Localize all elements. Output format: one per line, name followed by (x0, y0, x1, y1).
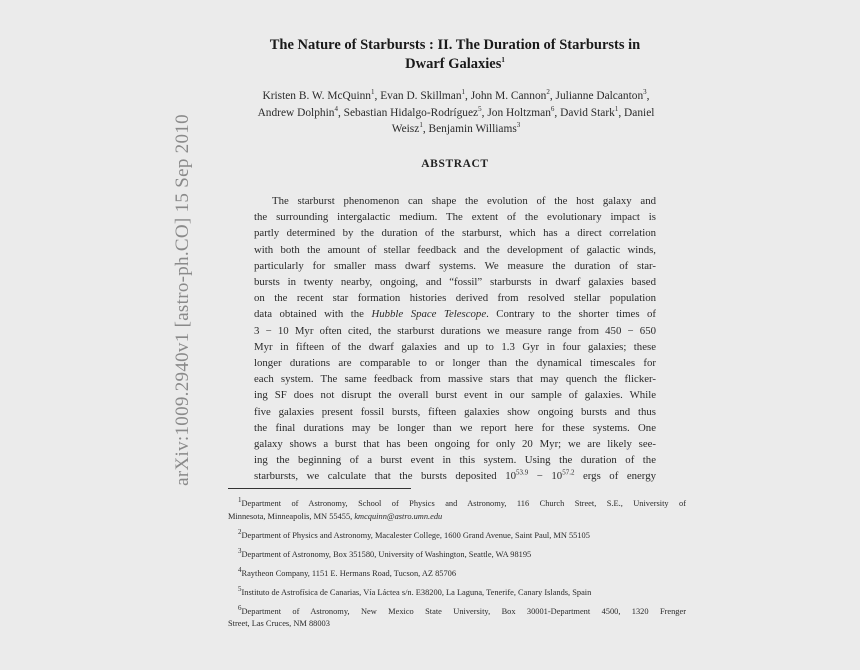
abstract-line: Myr in fifteen of the dwarf galaxies and up to 1.3 Gyr in four galaxies; these (254, 340, 656, 353)
footnote-line: $^5$Instituto de Astrofísica de Canarias, Vía Láctea s/n. E38200, La Laguna, Tenerife, Canary Islands, Spain (238, 584, 592, 597)
author-name: Sebastian Hidalgo-Rodríguez (343, 106, 479, 119)
footnote-line: $^1$Department of Astronomy, School of Physics and Astronomy, 116 Church Street, S.E., University of (238, 496, 686, 508)
affiliation-mark: 5 (478, 104, 482, 113)
author-name: David Stark (560, 106, 615, 119)
abstract-line: each system. The same feedback from massive stars that may quench the flicker- (254, 373, 656, 386)
author-name: Jon Holtzman (487, 106, 551, 119)
footnote-line: $^3$Department of Astronomy, Box 351580, University of Washington, Seattle, WA 98195 (238, 546, 532, 559)
exponent: 57.2 (562, 468, 575, 477)
footnote-number: 6 (238, 603, 242, 612)
footnote (228, 584, 686, 600)
footnote-line: $^6$Department of Astronomy, New Mexico State University, Box 30001-Department 4500, 1320 Frenger (238, 603, 686, 616)
affiliation-mark: 1 (614, 104, 619, 113)
arxiv-identifier: arXiv:1009.2940v1 [astro-ph.CO] 15 Sep 2010 (172, 114, 193, 486)
abstract-line: with both the amount of stellar feedback and the development of galactic winds, (254, 243, 656, 256)
footnote-divider (228, 488, 411, 489)
footnote-number: 2 (238, 527, 242, 536)
footnote (228, 603, 686, 631)
abstract-line: five galaxies present fossil bursts, fifteen galaxies show ongoing bursts and thus (254, 405, 656, 418)
author-line: Kristen B. W. McQuinn$^1$, Evan D. Skillman$^1$, John M. Cannon$^2$, Julianne Dalcanton$^3$, (262, 88, 650, 102)
author-line: Andrew Dolphin$^4$, Sebastian Hidalgo-Rodríguez$^5$, Jon Holtzman$^6$, David Stark$^1$, Daniel (257, 104, 655, 119)
footnote-line: $^2$Department of Physics and Astronomy, Macalester College, 1600 Grand Avenue, Saint Paul, MN 55105 (238, 527, 590, 540)
author-line: Weisz$^1$, Benjamin Williams$^3$ (391, 121, 521, 135)
abstract-line: the final durations may be longer than we report here for these systems. One (254, 421, 656, 434)
abstract-line: ing SF does not disrupt the overall burst event in our sample of galaxies. While (254, 389, 656, 402)
author-name: John M. Cannon (470, 90, 547, 102)
author-list (228, 88, 684, 138)
italic-text: kmcquinn@astro.umn.edu (354, 511, 443, 521)
footnote-line: Minnesota, Minneapolis, MN 55455, kmcquinn@astro.umn.edu (228, 511, 443, 521)
affiliation-mark: 3 (516, 121, 521, 130)
abstract-heading: ABSTRACT (421, 158, 489, 170)
footnote-line: $^4$Raytheon Company, 1151 E. Hermans Road, Tucson, AZ 85706 (238, 565, 457, 578)
title-line-1: The Nature of Starbursts : II. The Duration of Starbursts in (269, 37, 641, 53)
exponent: 53.9 (516, 468, 529, 477)
affiliation-mark: 4 (334, 104, 338, 113)
abstract-line: bursts in twenty nearby, ongoing, and “fossil” starbursts in dwarf galaxies based (254, 276, 656, 289)
affiliation-footnotes (228, 498, 686, 637)
abstract-line: 3 − 10 Myr often cited, the starburst durations we measure range from 450 − 650 (254, 324, 656, 337)
author-name: Daniel (624, 106, 655, 119)
title-line-2-text: Dwarf Galaxies (405, 56, 502, 72)
footnote (228, 565, 686, 581)
abstract-line: partly determined by the duration of the starburst, which has a direct correlation (254, 227, 656, 240)
author-name: Weisz (391, 123, 420, 135)
abstract-line: data obtained with the Hubble Space Telescope. Contrary to the shorter times of (254, 308, 656, 321)
title-footnote-mark: 1 (501, 56, 505, 65)
abstract-line: galaxy shows a burst that has been ongoing for only 20 Myr; we are likely see- (254, 438, 656, 451)
abstract-line: the surrounding intergalactic medium. The extent of the evolutionary impact is (254, 211, 656, 224)
author-name: Andrew Dolphin (257, 106, 335, 119)
author-name: Benjamin Williams (428, 123, 517, 135)
affiliation-mark: 1 (419, 121, 423, 130)
footnote (228, 546, 686, 562)
italic-text: Hubble Space Telescope (371, 308, 487, 321)
abstract-line: starbursts, we calculate that the bursts deposited $10^{53.9} - 10^{57.2}$ ergs of energy (254, 468, 656, 483)
author-name: Julianne Dalcanton (555, 90, 644, 102)
affiliation-mark: 2 (546, 88, 550, 97)
footnote-number: 5 (238, 584, 242, 593)
footnote (228, 498, 686, 523)
affiliation-mark: 3 (643, 88, 647, 97)
affiliation-mark: 6 (550, 104, 555, 113)
affiliation-mark: 1 (371, 88, 375, 97)
footnote-number: 1 (238, 496, 242, 505)
paper-title (230, 36, 680, 74)
abstract-line: The starburst phenomenon can shape the evolution of the host galaxy and (272, 195, 656, 207)
title-line-2 (230, 55, 680, 74)
footnote-number: 3 (238, 546, 242, 555)
abstract-body (254, 193, 656, 485)
abstract-line: longer durations are comparable to or longer than the dynamical timescales for (254, 357, 656, 370)
footnote (228, 527, 686, 543)
abstract-line: on the recent star formation histories derived from resolved stellar population (254, 292, 656, 305)
footnote-line: Street, Las Cruces, NM 88003 (228, 619, 330, 628)
abstract-line: particularly for smaller mass dwarf systems. We measure the duration of star- (254, 259, 656, 272)
author-name: Evan D. Skillman (380, 90, 462, 102)
abstract-line: ing the beginning of a burst event in this system. Using the duration of the (254, 454, 656, 467)
affiliation-mark: 1 (461, 88, 466, 97)
author-name: Kristen B. W. McQuinn (262, 90, 371, 102)
footnote-number: 4 (238, 565, 242, 574)
